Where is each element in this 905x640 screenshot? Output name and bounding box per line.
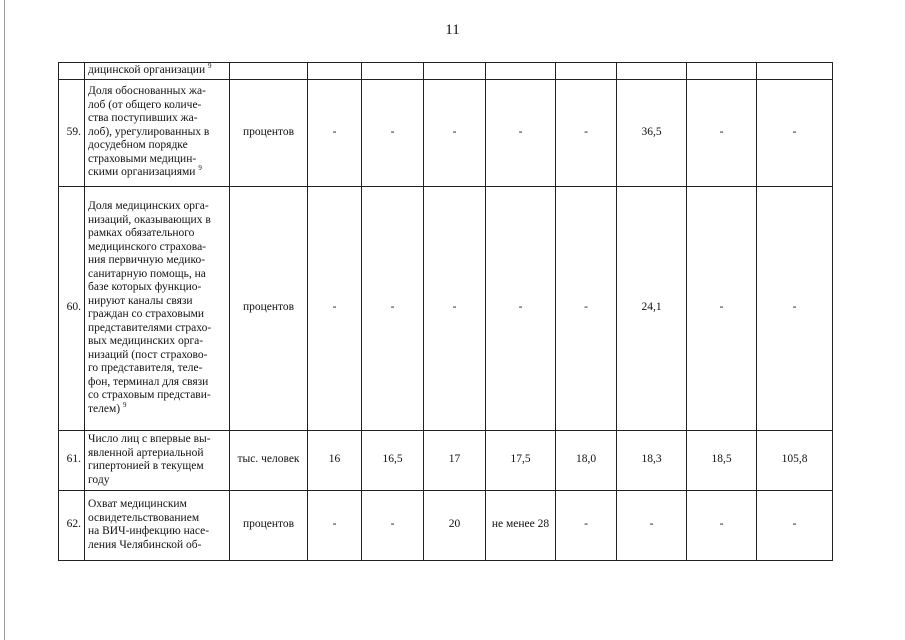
footnote-mark: 9 [122,400,127,409]
value-cell: 16,5 [362,430,424,490]
table-row [59,186,833,430]
indicator-name-line: медицинского страхова- [88,240,207,253]
row-number: 60. [59,186,85,430]
indicator-name-line: страховыми медицин- [88,152,197,165]
indicator-name-line: освидетельствованием [88,511,200,524]
value-cell: 24,1 [617,186,687,430]
page-margin-line [4,0,5,640]
row-number: 61. [59,430,85,490]
indicator-name-line: Охват медицинским [88,498,187,510]
indicator-name-line: нируют каналы связи [88,294,193,307]
value-cell: 36,5 [617,79,687,186]
indicator-name [85,63,230,80]
indicator-name-line: году [88,473,110,486]
value-cell: - [362,490,424,560]
value-cell [556,63,617,80]
value-cell: - [757,186,833,430]
value-cell: - [486,186,556,430]
value-cell [424,63,486,80]
indicator-name-line: базе которых функцио- [88,281,202,293]
unit-cell: тыс. человек [230,430,308,490]
unit-cell [230,63,308,80]
indicator-name [85,430,230,490]
indicator-name [85,79,230,186]
table-row [59,490,833,560]
table-row [59,430,833,490]
value-cell: - [308,186,362,430]
indicator-name-line: го представителя, теле- [88,362,203,374]
value-cell: 18,0 [556,430,617,490]
indicator-name-line: ления Челябинской об- [88,538,202,551]
value-cell: - [757,79,833,186]
value-cell: - [687,490,757,560]
indicator-table-body [59,63,833,561]
indicator-name-line: гипертонией в текущем [88,460,204,472]
value-cell: - [556,186,617,430]
indicator-name [85,490,230,560]
indicator-name-line: ства поступивших жа- [88,112,198,125]
value-cell: 16 [308,430,362,490]
value-cell: - [308,490,362,560]
value-cell: не менее 28 [486,490,556,560]
indicator-name-line: Доля медицинских орга- [88,200,209,212]
indicator-name-line: Доля обоснованных жа- [88,85,206,98]
indicator-name-line: Число лиц с впервые вы- [88,433,211,445]
value-cell: - [556,79,617,186]
indicator-name-line: телем) [88,402,121,415]
table-row [59,63,833,80]
footnote-mark: 9 [198,164,202,173]
unit-cell: процентов [230,490,308,560]
value-cell: - [362,186,424,430]
indicator-name-line: на ВИЧ-инфекцию насе- [88,525,210,537]
table-row [59,79,833,186]
value-cell: - [617,490,687,560]
value-cell: - [556,490,617,560]
value-cell: 17 [424,430,486,490]
value-cell: 18,3 [617,430,687,490]
indicator-name-line: санитарную помощь, на [88,267,206,280]
value-cell [486,63,556,80]
indicator-name-line: со страховым представи- [88,389,211,401]
value-cell [362,63,424,80]
indicator-name-text: дицинской организации [88,64,206,76]
indicator-name-line: представителями страхо- [88,321,212,334]
value-cell: - [362,79,424,186]
indicator-name-line: рамках обязательного [88,227,195,239]
indicator-name-line: лоб (от общего количе- [88,98,202,111]
value-cell [757,63,833,80]
indicator-name-line: фон, терминал для связи [88,375,209,388]
value-cell: - [486,79,556,186]
indicator-table [58,62,833,561]
value-cell: - [424,79,486,186]
unit-cell: процентов [230,186,308,430]
value-cell: - [757,490,833,560]
indicator-name-line: граждан со страховыми [88,308,205,320]
value-cell: 20 [424,490,486,560]
indicator-name [85,186,230,430]
indicator-name-line: досудебном порядке [88,139,188,152]
value-cell: - [308,79,362,186]
value-cell: 18,5 [687,430,757,490]
value-cell: 17,5 [486,430,556,490]
indicator-name-line: лоб), урегулированных в [88,125,210,138]
indicator-name-line: ния первичную медико- [88,254,206,266]
row-number: 62. [59,490,85,560]
value-cell [687,63,757,80]
value-cell [308,63,362,80]
value-cell [617,63,687,80]
value-cell: - [424,186,486,430]
value-cell: 105,8 [757,430,833,490]
row-number: 59. [59,79,85,186]
footnote-mark: 9 [207,62,212,71]
value-cell: - [687,186,757,430]
row-number [59,63,85,80]
indicator-name-line: явленной артериальной [88,446,204,459]
indicator-name-line: низаций (пост страхово- [88,348,208,361]
unit-cell: процентов [230,79,308,186]
indicator-name-line: вых медицинских орга- [88,335,204,347]
indicator-name-line: скими организациями [88,166,196,179]
page-number: 11 [445,22,460,38]
indicator-name-line: низаций, оказывающих в [88,213,211,226]
value-cell: - [687,79,757,186]
